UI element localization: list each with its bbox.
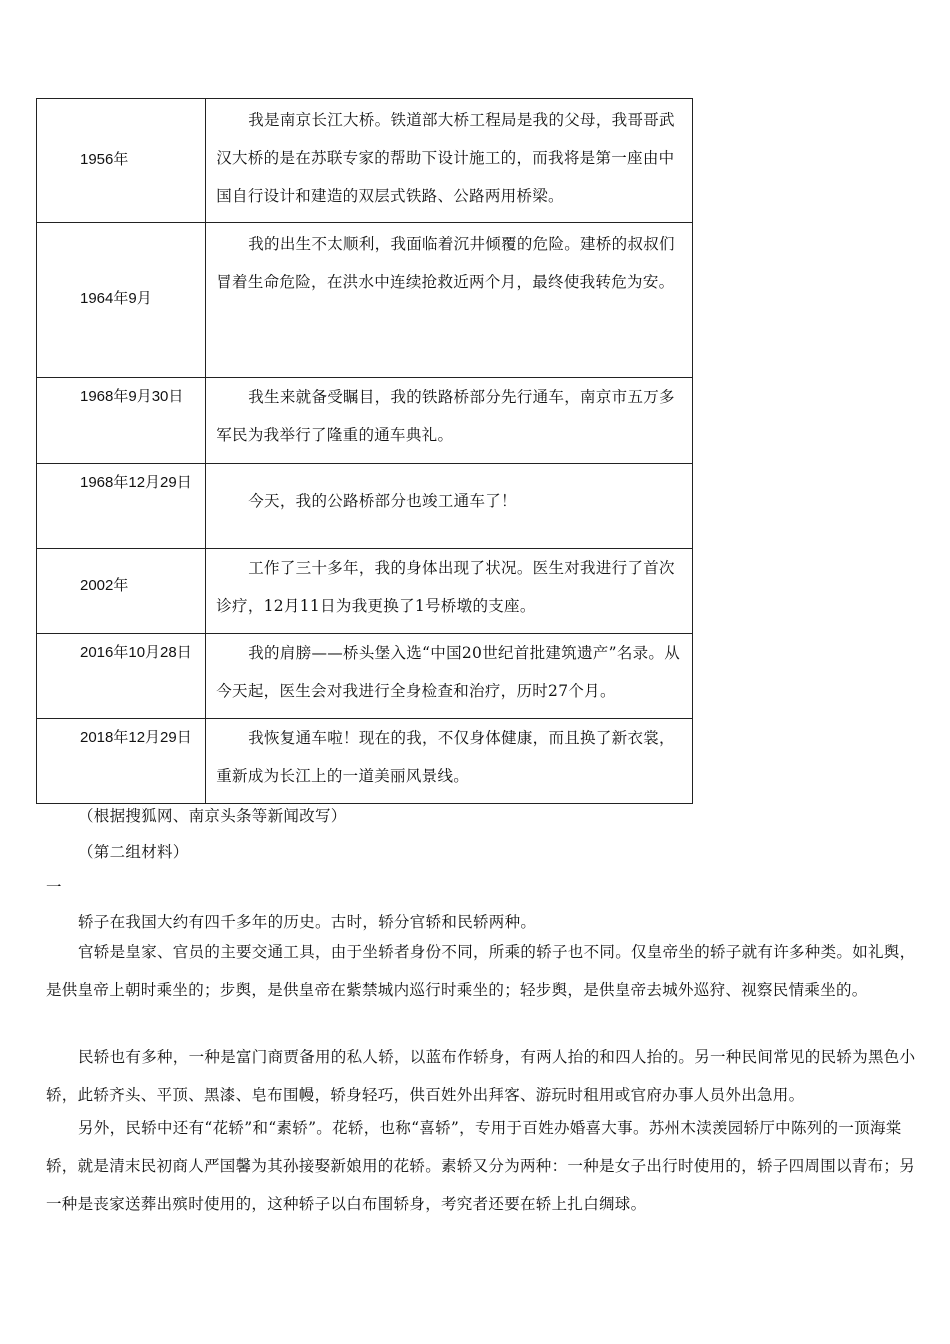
text-cell	[206, 634, 693, 719]
text-cell	[206, 223, 693, 378]
table-row	[37, 464, 693, 549]
table-row	[37, 99, 693, 223]
table-row	[37, 223, 693, 378]
event-text: 我恢复通车啦！现在的我，不仅身体健康，而且换了新衣裳，重新成为长江上的一道美丽风景线。	[216, 729, 675, 785]
group-label: （第二组材料）	[78, 843, 189, 861]
event-text: 今天，我的公路桥部分也竣工通车了！	[248, 492, 517, 510]
source-note: （根据搜狐网、南京头条等新闻改写）	[78, 807, 347, 825]
date-cell	[37, 378, 206, 464]
table-row	[37, 634, 693, 719]
date-cell	[37, 549, 206, 634]
table-row	[37, 378, 693, 464]
table-row	[37, 719, 693, 804]
date-text: 1964年9月	[80, 290, 152, 307]
date-text: 2016年10月28日	[80, 644, 192, 661]
date-text: 2018年12月29日	[80, 729, 192, 746]
paragraph: 轿子在我国大约有四千多年的历史。古时，轿分官轿和民轿两种。	[78, 913, 537, 931]
event-text: 我是南京长江大桥。铁道部大桥工程局是我的父母，我哥哥武汉大桥的是在苏联专家的帮助下设计施工的，而我将是第一座由中国自行设计和建造的双层式铁路、公路两用桥梁。	[216, 111, 675, 205]
date-cell	[37, 99, 206, 223]
section-mark: 一	[46, 878, 62, 896]
event-text: 工作了三十多年，我的身体出现了状况。医生对我进行了首次诊疗，12月11日为我更换了1号桥墩的支座。	[216, 559, 675, 615]
paragraph: 另外，民轿中还有“花轿”和“素轿”。花轿，也称“喜轿”，专用于百姓办婚喜大事。苏州木渎羡园轿厅中陈列的一顶海棠轿，就是清末民初商人严国馨为其孙接娶新娘用的花轿。素轿又分为两种：一种是女子出行时使用的，轿子四周围以青布；另一种是丧家送葬出殡时使用的，这种轿子以白布围轿身，考究者还要在轿上扎白绸球。	[46, 1119, 916, 1213]
date-cell	[37, 719, 206, 804]
paragraph: 官轿是皇家、官员的主要交通工具，由于坐轿者身份不同，所乘的轿子也不同。仅皇帝坐的轿子就有许多种类。如礼舆，是供皇帝上朝时乘坐的；步舆，是供皇帝在紫禁城内巡行时乘坐的；轻步舆，是供皇帝去城外巡狩、视察民情乘坐的。	[46, 943, 916, 999]
date-text: 1968年9月30日	[80, 388, 184, 405]
date-cell	[37, 223, 206, 378]
timeline-table	[36, 98, 693, 804]
event-text: 我生来就备受瞩目，我的铁路桥部分先行通车，南京市五万多军民为我举行了隆重的通车典礼。	[216, 388, 675, 444]
date-text: 2002年	[80, 577, 129, 594]
text-cell	[206, 464, 693, 549]
event-text: 我的出生不太顺利，我面临着沉井倾覆的危险。建桥的叔叔们冒着生命危险，在洪水中连续抢救近两个月，最终使我转危为安。	[216, 235, 675, 291]
paragraph: 民轿也有多种，一种是富门商贾备用的私人轿，以蓝布作轿身，有两人抬的和四人抬的。另一种民间常见的民轿为黑色小轿，此轿齐头、平顶、黑漆、皂布围幔，轿身轻巧，供百姓外出拜客、游玩时租用或官府办事人员外出急用。	[46, 1048, 916, 1104]
table-row	[37, 549, 693, 634]
text-cell	[206, 549, 693, 634]
date-text: 1956年	[80, 151, 129, 168]
date-cell	[37, 464, 206, 549]
text-cell	[206, 719, 693, 804]
date-text: 1968年12月29日	[80, 474, 192, 491]
event-text: 我的肩膀——桥头堡入选“中国20世纪首批建筑遗产”名录。从今天起，医生会对我进行全身检查和治疗，历时27个月。	[216, 644, 681, 700]
text-cell	[206, 99, 693, 223]
date-cell	[37, 634, 206, 719]
text-cell	[206, 378, 693, 464]
